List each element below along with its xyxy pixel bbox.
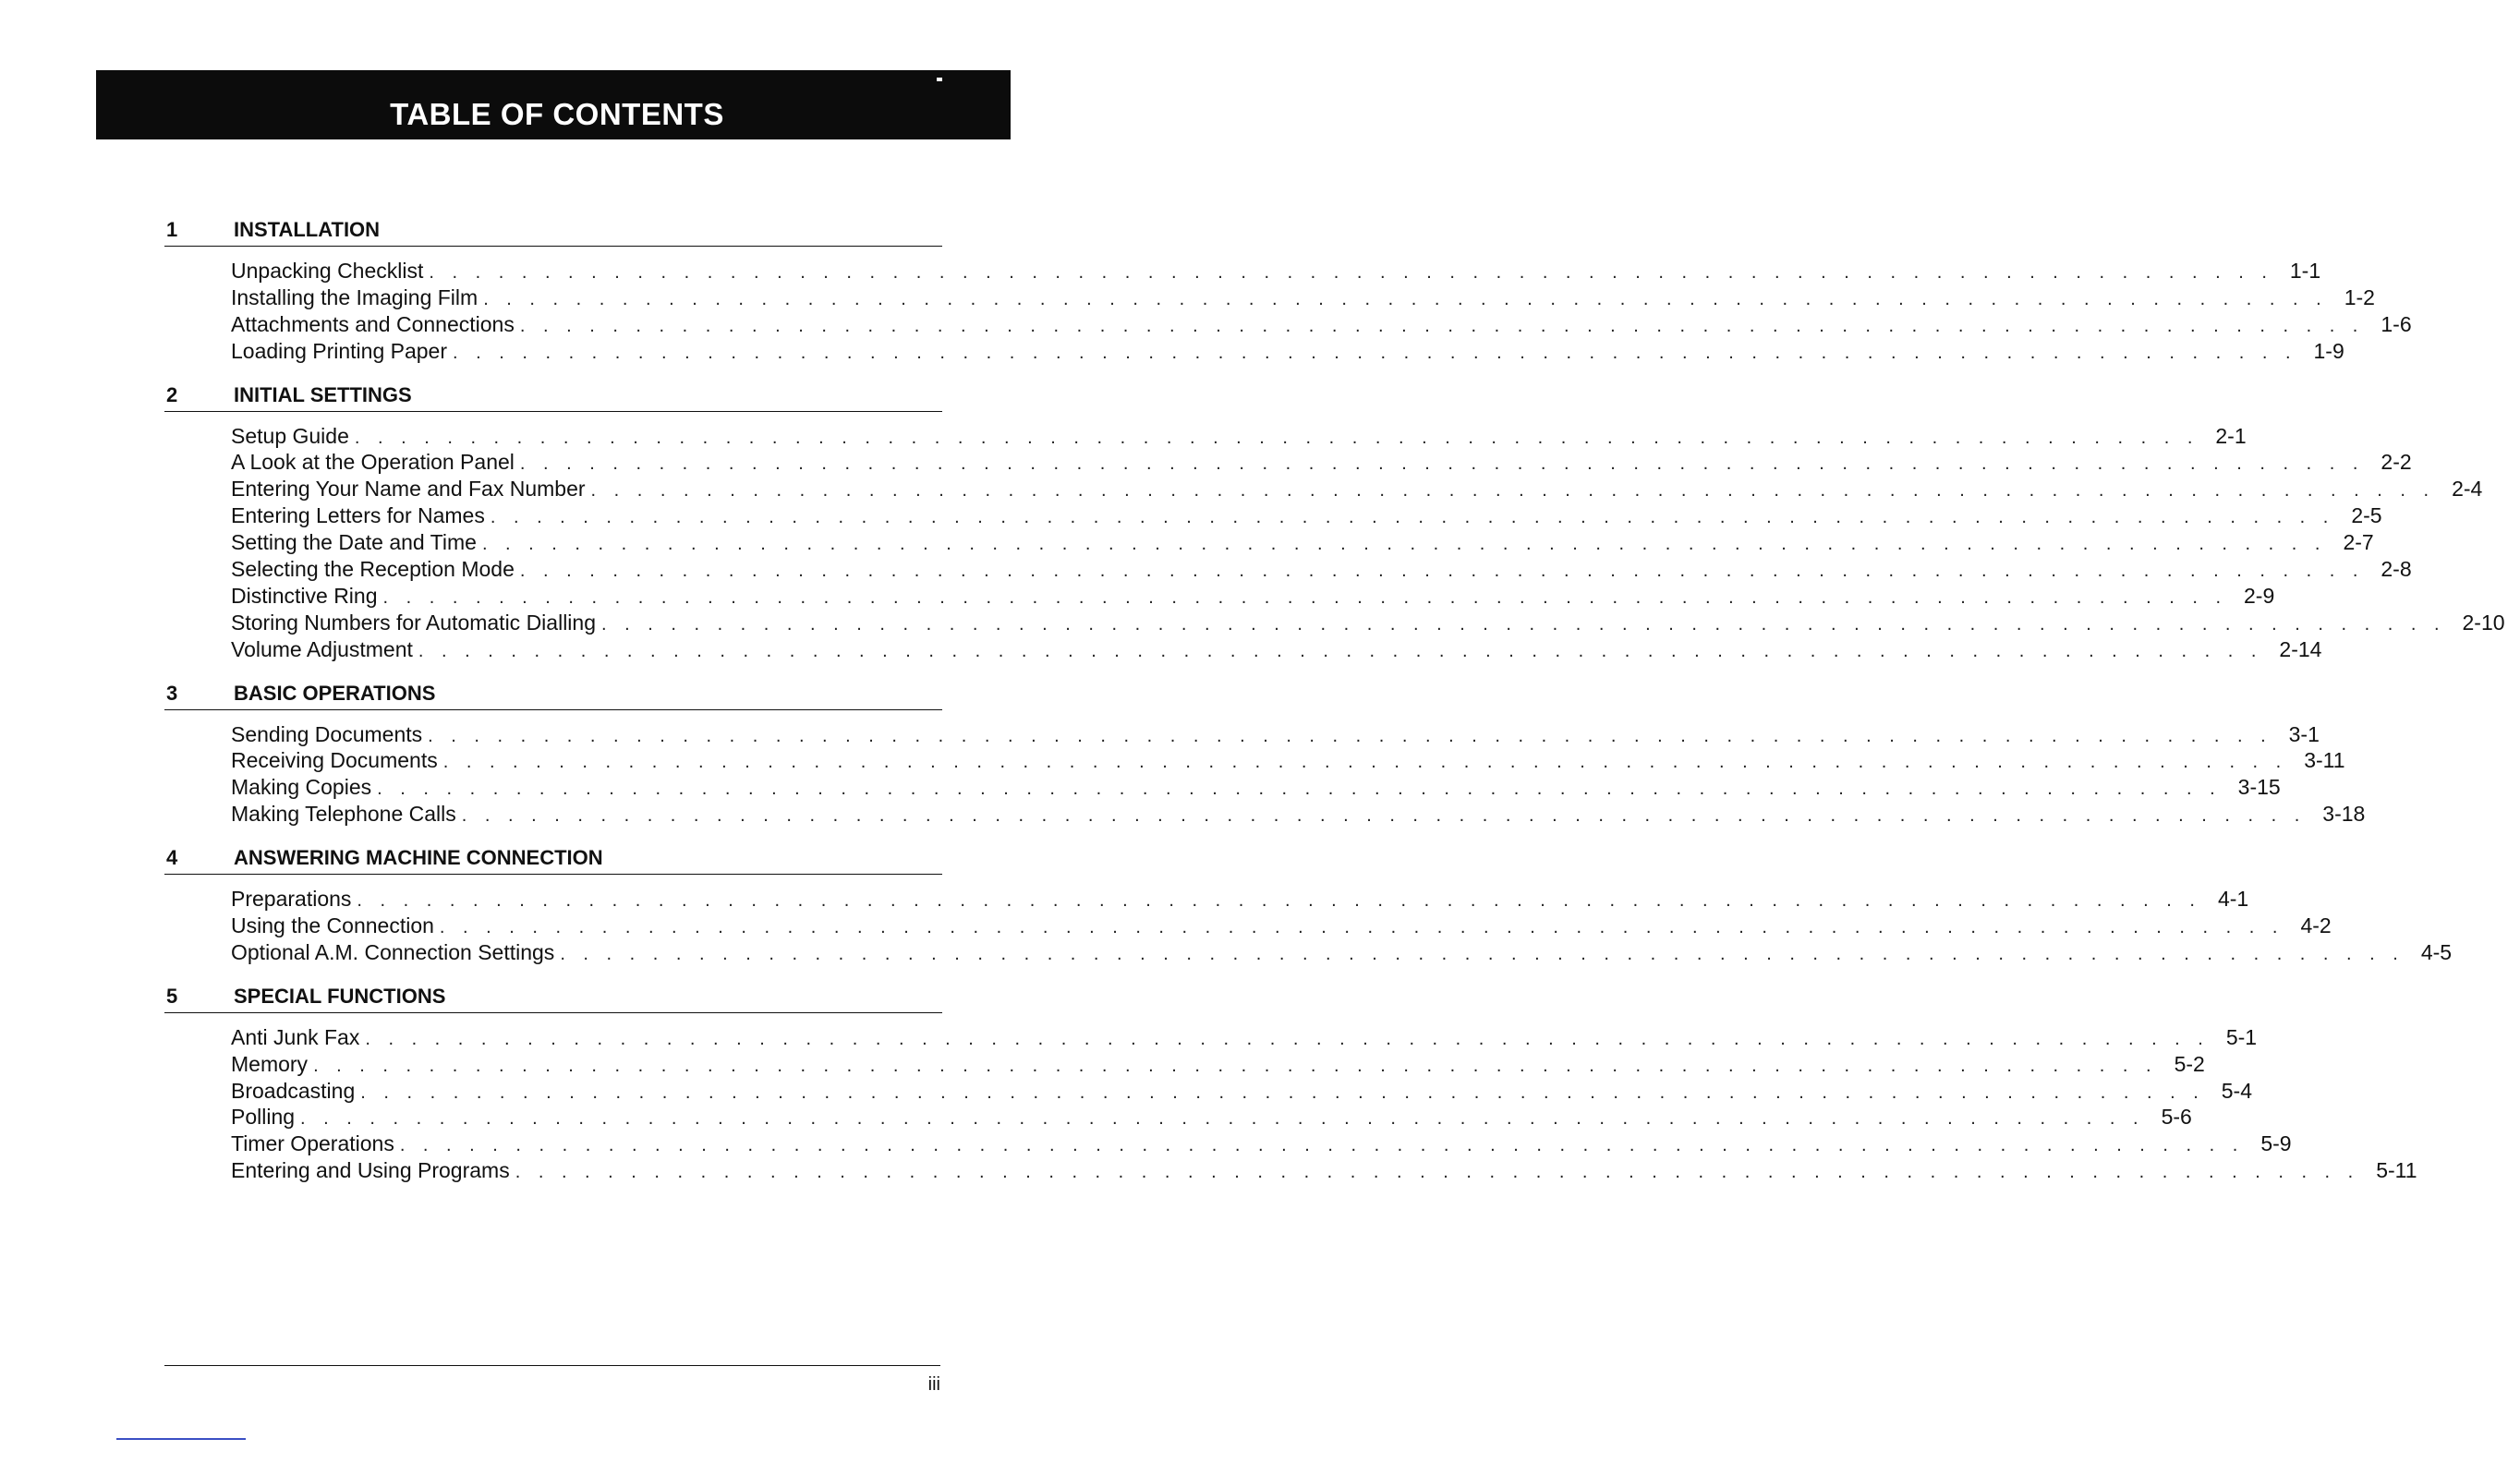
entry-label: Receiving Documents bbox=[231, 748, 438, 773]
chapter-section bbox=[164, 218, 2412, 365]
entry-list bbox=[164, 247, 2412, 365]
chapter-heading bbox=[164, 682, 942, 710]
entry-label: Entering Your Name and Fax Number bbox=[231, 477, 586, 502]
entry-label: Timer Operations bbox=[231, 1131, 394, 1156]
entry-page-number: 1-6 bbox=[2381, 311, 2412, 336]
entry-label: Setup Guide bbox=[231, 423, 349, 448]
chapter-number: 3 bbox=[166, 681, 178, 705]
chapter-section bbox=[164, 846, 2453, 966]
entry-page-number: 3-1 bbox=[2288, 721, 2320, 746]
chapter-number: 4 bbox=[166, 846, 178, 870]
toc-entry[interactable] bbox=[231, 583, 2275, 610]
entry-page-number: 2-4 bbox=[2452, 477, 2483, 502]
entry-label: Making Telephone Calls bbox=[231, 802, 456, 827]
toc-entry[interactable] bbox=[231, 529, 2374, 556]
entry-page-number: 4-1 bbox=[2217, 887, 2249, 912]
table-of-contents bbox=[164, 218, 2505, 1203]
toc-entry[interactable] bbox=[231, 939, 2453, 966]
chapter-title: BASIC OPERATIONS bbox=[234, 681, 436, 705]
entry-label: Entering Letters for Names bbox=[231, 503, 485, 528]
entry-page-number: 5-9 bbox=[2260, 1131, 2292, 1156]
dot-leader: . . . . . . . . . . . . . . . . . . . . . . . . . . . . . . . . . . . . . . . . . . . . . . . . . . . . . . . . . . . . . . . . . . . . . . . . . . . . . . . . bbox=[442, 752, 2288, 773]
toc-entry[interactable] bbox=[231, 284, 2375, 311]
dot-leader: . . . . . . . . . . . . . . . . . . . . . . . . . . . . . . . . . . . . . . . . . . . . . . . . . . . . . . . . . . . . . . . . . . . . . . . . . . . . . . . . bbox=[439, 917, 2284, 938]
chapter-title: INITIAL SETTINGS bbox=[234, 382, 412, 406]
chapter-section bbox=[164, 681, 2366, 828]
title-bar bbox=[96, 70, 1011, 139]
dot-leader: . . . . . . . . . . . . . . . . . . . . . . . . . . . . . . . . . . . . . . . . . . . . . . . . . . . . . . . . . . . . . . . . . . . . . . . . . . . . . . . . bbox=[481, 534, 2327, 555]
entry-page-number: 3-15 bbox=[2237, 775, 2281, 800]
toc-entry[interactable] bbox=[231, 610, 2505, 636]
toc-entry[interactable] bbox=[231, 338, 2344, 365]
toc-entry[interactable] bbox=[231, 449, 2412, 476]
entry-page-number: 2-7 bbox=[2343, 530, 2374, 555]
entry-label: Memory bbox=[231, 1051, 309, 1076]
chapter-number: 5 bbox=[166, 984, 178, 1008]
toc-entry[interactable] bbox=[231, 476, 2483, 502]
entry-page-number: 4-2 bbox=[2300, 913, 2332, 938]
toc-entry[interactable] bbox=[231, 258, 2321, 284]
footer-rule bbox=[164, 1365, 940, 1366]
toc-entry[interactable] bbox=[231, 886, 2249, 913]
dot-leader: . . . . . . . . . . . . . . . . . . . . . . . . . . . . . . . . . . . . . . . . . . . . . . . . . . . . . . . . . . . . . . . . . . . . . . . . . . . . . . . . bbox=[382, 586, 2228, 608]
chapter-title: SPECIAL FUNCTIONS bbox=[234, 984, 446, 1008]
toc-entry[interactable] bbox=[231, 1051, 2205, 1078]
entry-label: Attachments and Connections bbox=[231, 311, 515, 336]
chapter-section bbox=[164, 382, 2505, 663]
page-number: iii bbox=[927, 1374, 940, 1395]
entry-label: Broadcasting bbox=[231, 1078, 356, 1103]
entry-label: A Look at the Operation Panel bbox=[231, 450, 515, 475]
entry-label: Volume Adjustment bbox=[231, 636, 413, 661]
dot-leader: . . . . . . . . . . . . . . . . . . . . . . . . . . . . . . . . . . . . . . . . . . . . . . . . . . . . . . . . . . . . . . . . . . . . . . . . . . . . . . . . bbox=[313, 1055, 2158, 1076]
dot-leader: . . . . . . . . . . . . . . . . . . . . . . . . . . . . . . . . . . . . . . . . . . . . . . . . . . . . . . . . . . . . . . . . . . . . . . . . . . . . . . . . bbox=[590, 480, 2436, 502]
entry-list bbox=[164, 875, 2453, 966]
chapter-title: INSTALLATION bbox=[234, 218, 381, 241]
chapter-section bbox=[164, 984, 2417, 1184]
scan-mark bbox=[116, 1438, 246, 1440]
toc-entry[interactable] bbox=[231, 636, 2322, 663]
toc-entry[interactable] bbox=[231, 311, 2412, 338]
chapter-title: ANSWERING MACHINE CONNECTION bbox=[234, 846, 603, 870]
dot-leader: . . . . . . . . . . . . . . . . . . . . . . . . . . . . . . . . . . . . . . . . . . . . . . . . . . . . . . . . . . . . . . . . . . . . . . . . . . . . . . . . bbox=[560, 943, 2405, 964]
entry-label: Entering and Using Programs bbox=[231, 1158, 510, 1183]
entry-page-number: 5-2 bbox=[2174, 1051, 2205, 1076]
entry-page-number: 1-1 bbox=[2289, 259, 2321, 283]
chapter-heading bbox=[164, 218, 942, 247]
dot-leader: . . . . . . . . . . . . . . . . . . . . . . . . . . . . . . . . . . . . . . . . . . . . . . . . . . . . . . . . . . . . . . . . . . . . . . . . . . . . . . . . bbox=[519, 315, 2365, 336]
entry-page-number: 2-14 bbox=[2279, 636, 2322, 661]
chapter-heading bbox=[164, 383, 942, 412]
entry-label: Setting the Date and Time bbox=[231, 530, 477, 555]
dot-leader: . . . . . . . . . . . . . . . . . . . . . . . . . . . . . . . . . . . . . . . . . . . . . . . . . . . . . . . . . . . . . . . . . . . . . . . . . . . . . . . . bbox=[429, 262, 2273, 283]
entry-page-number: 5-6 bbox=[2161, 1105, 2192, 1130]
dot-leader: . . . . . . . . . . . . . . . . . . . . . . . . . . . . . . . . . . . . . . . . . . . . . . . . . . . . . . . . . . . . . . . . . . . . . . . . . . . . . . . . bbox=[300, 1108, 2145, 1130]
dot-leader: . . . . . . . . . . . . . . . . . . . . . . . . . . . . . . . . . . . . . . . . . . . . . . . . . . . . . . . . . . . . . . . . . . . . . . . . . . . . . . . . bbox=[354, 427, 2199, 448]
entry-page-number: 2-8 bbox=[2381, 557, 2412, 582]
entry-page-number: 2-9 bbox=[2244, 583, 2275, 608]
entry-label: Sending Documents bbox=[231, 721, 423, 746]
toc-entry[interactable] bbox=[231, 774, 2281, 801]
entry-label: Preparations bbox=[231, 887, 352, 912]
entry-label: Unpacking Checklist bbox=[231, 259, 424, 283]
toc-entry[interactable] bbox=[231, 423, 2247, 450]
dot-leader: . . . . . . . . . . . . . . . . . . . . . . . . . . . . . . . . . . . . . . . . . . . . . . . . . . . . . . . . . . . . . . . . . . . . . . . . . . . . . . . . bbox=[365, 1028, 2210, 1049]
page-title: TABLE OF CONTENTS bbox=[390, 96, 724, 131]
scan-artifact bbox=[937, 78, 942, 81]
entry-page-number: 4-5 bbox=[2420, 939, 2453, 964]
dot-leader: . . . . . . . . . . . . . . . . . . . . . . . . . . . . . . . . . . . . . . . . . . . . . . . . . . . . . . . . . . . . . . . . . . . . . . . . . . . . . . . . bbox=[601, 613, 2446, 635]
toc-entry[interactable] bbox=[231, 1130, 2292, 1157]
dot-leader: . . . . . . . . . . . . . . . . . . . . . . . . . . . . . . . . . . . . . . . . . . . . . . . . . . . . . . . . . . . . . . . . . . . . . . . . . . . . . . . . bbox=[428, 725, 2272, 746]
toc-entry[interactable] bbox=[231, 747, 2345, 774]
entry-list bbox=[164, 1013, 2417, 1184]
entry-page-number: 2-5 bbox=[2351, 503, 2382, 528]
dot-leader: . . . . . . . . . . . . . . . . . . . . . . . . . . . . . . . . . . . . . . . . . . . . . . . . . . . . . . . . . . . . . . . . . . . . . . . . . . . . . . . . bbox=[377, 779, 2222, 800]
entry-label: Using the Connection bbox=[231, 913, 434, 938]
entry-page-number: 2-10 bbox=[2462, 610, 2505, 635]
entry-list bbox=[164, 710, 2366, 828]
toc-entry[interactable] bbox=[231, 502, 2382, 529]
chapter-heading bbox=[164, 846, 942, 875]
entry-page-number: 3-18 bbox=[2322, 802, 2366, 827]
entry-page-number: 2-2 bbox=[2381, 450, 2412, 475]
entry-list bbox=[164, 412, 2505, 663]
entry-label: Anti Junk Fax bbox=[231, 1024, 360, 1049]
entry-label: Storing Numbers for Automatic Dialling bbox=[231, 610, 596, 635]
dot-leader: . . . . . . . . . . . . . . . . . . . . . . . . . . . . . . . . . . . . . . . . . . . . . . . . . . . . . . . . . . . . . . . . . . . . . . . . . . . . . . . . bbox=[399, 1135, 2245, 1156]
toc-entry[interactable] bbox=[231, 556, 2412, 583]
entry-page-number: 1-9 bbox=[2313, 338, 2344, 363]
toc-entry[interactable] bbox=[231, 1024, 2258, 1051]
entry-label: Distinctive Ring bbox=[231, 583, 378, 608]
entry-page-number: 2-1 bbox=[2215, 423, 2247, 448]
dot-leader: . . . . . . . . . . . . . . . . . . . . . . . . . . . . . . . . . . . . . . . . . . . . . . . . . . . . . . . . . . . . . . . . . . . . . . . . . . . . . . . . bbox=[418, 640, 2263, 661]
toc-entry[interactable] bbox=[231, 721, 2320, 748]
entry-page-number: 3-11 bbox=[2304, 748, 2345, 773]
dot-leader: . . . . . . . . . . . . . . . . . . . . . . . . . . . . . . . . . . . . . . . . . . . . . . . . . . . . . . . . . . . . . . . . . . . . . . . . . . . . . . . . bbox=[483, 288, 2328, 309]
toc-entry[interactable] bbox=[231, 913, 2332, 939]
toc-entry[interactable] bbox=[231, 801, 2366, 828]
toc-entry[interactable] bbox=[231, 1078, 2253, 1105]
dot-leader: . . . . . . . . . . . . . . . . . . . . . . . . . . . . . . . . . . . . . . . . . . . . . . . . . . . . . . . . . . . . . . . . . . . . . . . . . . . . . . . . bbox=[490, 507, 2335, 528]
dot-leader: . . . . . . . . . . . . . . . . . . . . . . . . . . . . . . . . . . . . . . . . . . . . . . . . . . . . . . . . . . . . . . . . . . . . . . . . . . . . . . . . bbox=[519, 561, 2365, 582]
entry-label: Making Copies bbox=[231, 775, 372, 800]
entry-page-number: 1-2 bbox=[2344, 284, 2375, 309]
dot-leader: . . . . . . . . . . . . . . . . . . . . . . . . . . . . . . . . . . . . . . . . . . . . . . . . . . . . . . . . . . . . . . . . . . . . . . . . . . . . . . . . bbox=[357, 890, 2201, 912]
entry-page-number: 5-11 bbox=[2376, 1158, 2417, 1183]
entry-label: Selecting the Reception Mode bbox=[231, 557, 515, 582]
entry-label: Installing the Imaging Film bbox=[231, 284, 479, 309]
entry-label: Loading Printing Paper bbox=[231, 338, 447, 363]
entry-label: Polling bbox=[231, 1105, 296, 1130]
entry-page-number: 5-4 bbox=[2221, 1078, 2253, 1103]
dot-leader: . . . . . . . . . . . . . . . . . . . . . . . . . . . . . . . . . . . . . . . . . . . . . . . . . . . . . . . . . . . . . . . . . . . . . . . . . . . . . . . . bbox=[515, 1162, 2360, 1183]
entry-label: Optional A.M. Connection Settings bbox=[231, 939, 555, 964]
dot-leader: . . . . . . . . . . . . . . . . . . . . . . . . . . . . . . . . . . . . . . . . . . . . . . . . . . . . . . . . . . . . . . . . . . . . . . . . . . . . . . . . bbox=[519, 453, 2365, 475]
chapter-heading bbox=[164, 985, 942, 1013]
dot-leader: . . . . . . . . . . . . . . . . . . . . . . . . . . . . . . . . . . . . . . . . . . . . . . . . . . . . . . . . . . . . . . . . . . . . . . . . . . . . . . . . bbox=[461, 805, 2307, 827]
toc-entry[interactable] bbox=[231, 1104, 2192, 1130]
chapter-number: 2 bbox=[166, 382, 178, 406]
entry-page-number: 5-1 bbox=[2225, 1024, 2258, 1049]
dot-leader: . . . . . . . . . . . . . . . . . . . . . . . . . . . . . . . . . . . . . . . . . . . . . . . . . . . . . . . . . . . . . . . . . . . . . . . . . . . . . . . . bbox=[360, 1082, 2205, 1103]
toc-entry[interactable] bbox=[231, 1157, 2417, 1184]
dot-leader: . . . . . . . . . . . . . . . . . . . . . . . . . . . . . . . . . . . . . . . . . . . . . . . . . . . . . . . . . . . . . . . . . . . . . . . . . . . . . . . . bbox=[453, 342, 2297, 363]
chapter-number: 1 bbox=[166, 218, 178, 241]
